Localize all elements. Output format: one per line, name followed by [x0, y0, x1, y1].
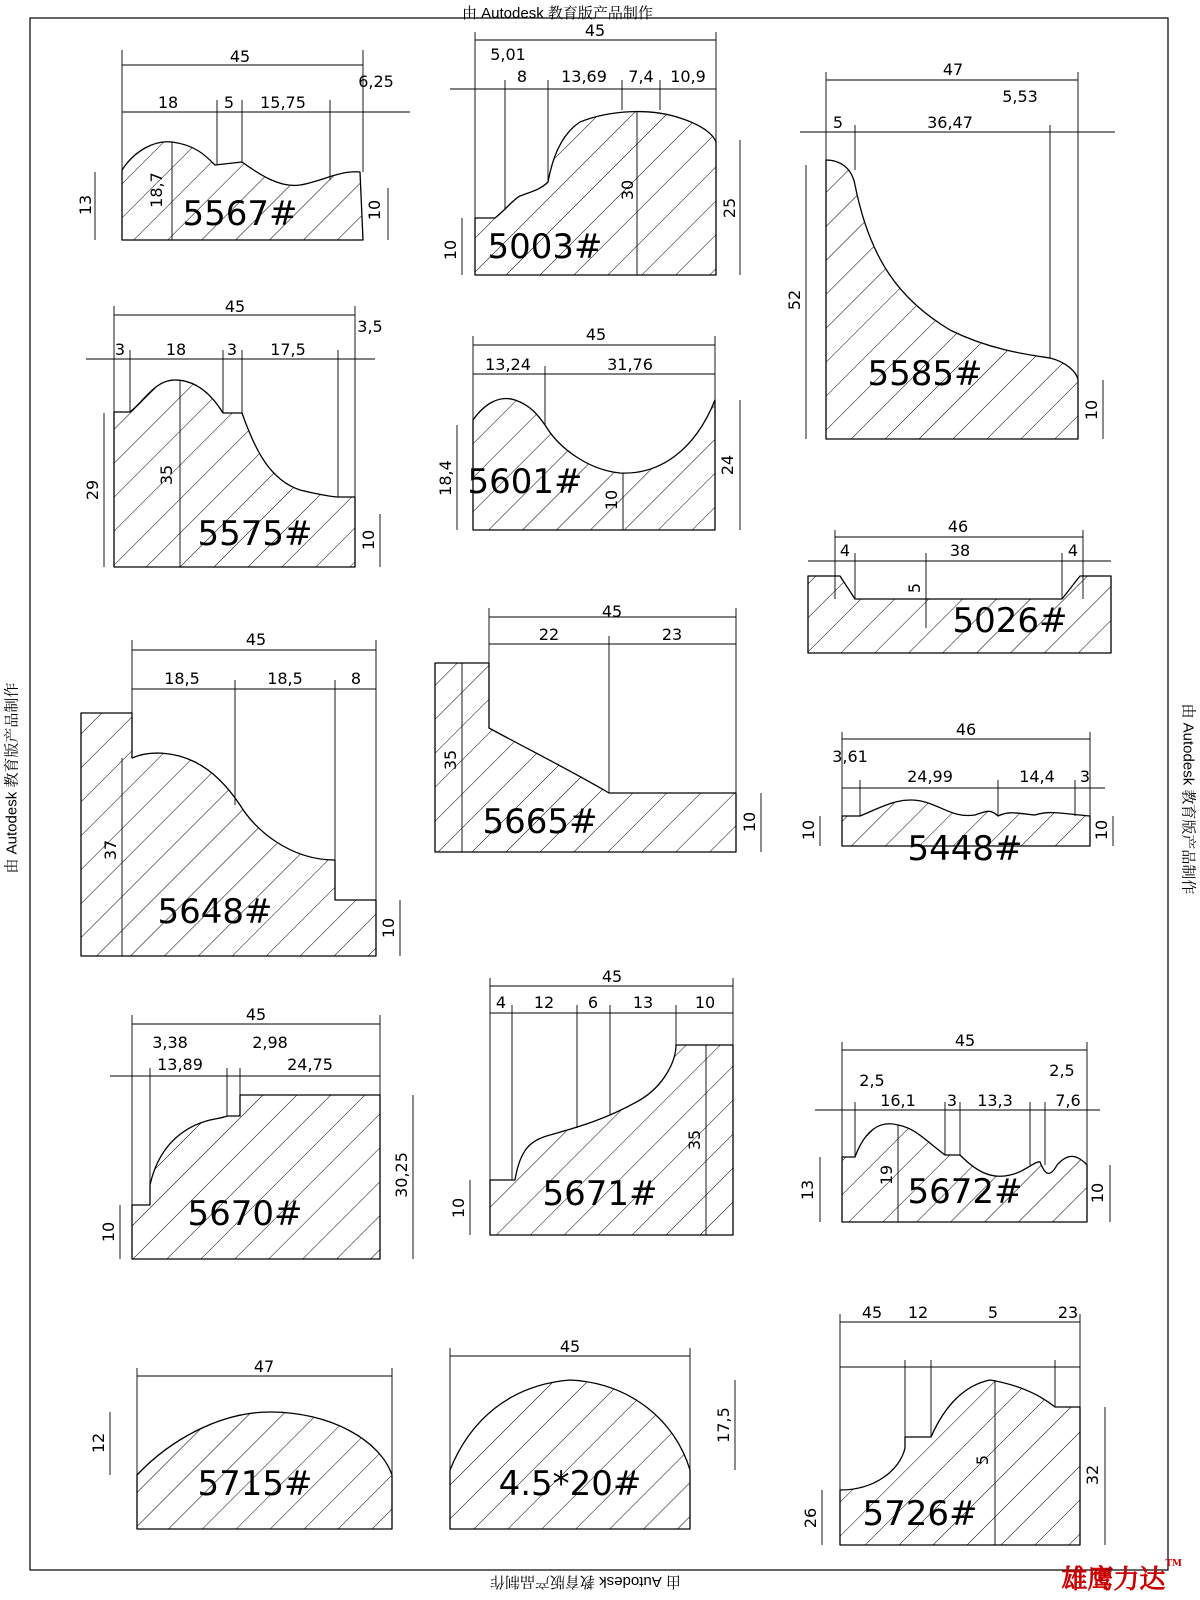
dimension-label: 3,5: [357, 317, 383, 336]
dimension-label: 18,5: [164, 669, 200, 688]
dimension-label: 24,75: [287, 1055, 333, 1074]
dimension-label: 46: [955, 720, 977, 739]
dimension-label: 23: [661, 625, 683, 644]
dimension-label: 13,24: [485, 355, 531, 374]
dimension-label: 10: [1088, 1182, 1107, 1204]
dimension-label: 18,7: [147, 172, 166, 208]
dimension-label: 36,47: [927, 113, 973, 132]
dimension-label: 45: [229, 47, 251, 66]
dimension-label: 7,4: [628, 67, 654, 86]
dimension-label: 6: [587, 993, 599, 1012]
dimension-label: 4: [495, 993, 507, 1012]
watermark-left: 由 Autodesk 教育版产品制作: [3, 682, 21, 874]
dimension-label: 18: [165, 340, 187, 359]
dimension-label: 45: [585, 325, 607, 344]
dimension-label: 24,99: [907, 767, 953, 786]
dimension-label: 8: [350, 669, 362, 688]
dimension-label: 35: [685, 1129, 704, 1151]
profile-5585-shape: [826, 160, 1078, 439]
dimension-label: 5: [987, 1303, 999, 1322]
dimension-label: 12: [907, 1303, 929, 1322]
dimension-label: 17,5: [714, 1407, 733, 1443]
dimension-label: 22: [538, 625, 560, 644]
dimension-label: 3: [1079, 767, 1091, 786]
dimension-label: 24: [718, 454, 737, 476]
dimension-label: 5: [973, 1454, 992, 1466]
profile-code-label: 5003#: [487, 227, 603, 267]
dimension-label: 8: [516, 67, 528, 86]
dimension-label: 18,5: [267, 669, 303, 688]
dimension-label: 13,3: [977, 1091, 1013, 1110]
dimension-label: 47: [253, 1357, 275, 1376]
dimension-label: 45: [584, 21, 606, 40]
brand-tm: TM: [1165, 1559, 1182, 1569]
dimension-label: 45: [954, 1031, 976, 1050]
dimension-label: 30,25: [392, 1152, 411, 1198]
dimension-label: 3: [226, 340, 238, 359]
dimension-label: 30: [618, 179, 637, 201]
profile-code-label: 5648#: [157, 892, 273, 932]
profile-code-label: 5567#: [182, 194, 298, 234]
watermark-bottom: 由 Autodesk 教育版产品制作: [490, 1573, 681, 1590]
dimension-label: 6,25: [358, 72, 394, 91]
profile-code-label: 5448#: [907, 829, 1023, 869]
dimension-label: 10: [740, 811, 759, 833]
dimension-label: 31,76: [607, 355, 653, 374]
dimension-label: 23: [1057, 1303, 1079, 1322]
dimension-label: 5: [905, 582, 924, 594]
dimension-label: 10: [694, 993, 716, 1012]
profile-code-label: 5726#: [862, 1494, 978, 1534]
profile-code-label: 5665#: [482, 802, 598, 842]
dimension-label: 47: [942, 60, 964, 79]
profile-code-label: 5672#: [907, 1172, 1023, 1212]
profile-code-label: 5601#: [467, 462, 583, 502]
profile-code-label: 5026#: [952, 601, 1068, 641]
watermark-right: 由 Autodesk 教育版产品制作: [1179, 703, 1197, 895]
dimension-label: 13,89: [157, 1055, 203, 1074]
dimension-label: 10: [799, 819, 818, 841]
dimension-label: 19: [877, 1164, 896, 1186]
profile-code-label: 5670#: [187, 1194, 303, 1234]
dimension-label: 13,69: [561, 67, 607, 86]
profile-code-label: 5585#: [867, 354, 983, 394]
dimension-label: 2,5: [859, 1071, 885, 1090]
dimension-label: 10: [99, 1221, 118, 1243]
dimension-label: 2,5: [1049, 1061, 1075, 1080]
dimension-label: 5: [223, 93, 235, 112]
dimension-label: 29: [83, 479, 102, 501]
dimension-label: 45: [601, 602, 623, 621]
dimension-label: 15,75: [260, 93, 306, 112]
dimension-label: 45: [559, 1337, 581, 1356]
dimension-label: 12: [89, 1432, 108, 1454]
brand-name: 雄鹰力达: [1061, 1565, 1166, 1595]
dimension-label: 45: [245, 630, 267, 649]
dimension-label: 5,01: [490, 45, 526, 64]
profile-code-label: 4.5*20#: [498, 1464, 642, 1504]
dimension-label: 10: [379, 917, 398, 939]
dimension-label: 13: [76, 194, 95, 216]
dimension-label: 10: [1082, 399, 1101, 421]
dimension-label: 46: [947, 517, 969, 536]
dimension-label: 45: [861, 1303, 883, 1322]
dimension-label: 13: [632, 993, 654, 1012]
dimension-label: 3: [946, 1091, 958, 1110]
dimension-label: 18,4: [436, 460, 455, 496]
dimension-label: 13: [798, 1179, 817, 1201]
dimension-label: 35: [441, 749, 460, 771]
brand-logo: [1061, 1559, 1182, 1596]
dimension-label: 3: [114, 340, 126, 359]
dimension-label: 18: [157, 93, 179, 112]
profile-code-label: 5715#: [197, 1464, 313, 1504]
dimension-label: 52: [785, 289, 804, 311]
dimension-label: 14,4: [1019, 767, 1055, 786]
profile-code-label: 5671#: [542, 1174, 658, 1214]
dimension-label: 32: [1083, 1464, 1102, 1486]
dimension-label: 2,98: [252, 1033, 288, 1052]
dimension-label: 38: [949, 541, 971, 560]
dimension-label: 10: [449, 1197, 468, 1219]
dimension-label: 37: [101, 839, 120, 861]
dimension-label: 4: [839, 541, 851, 560]
dimension-label: 10: [602, 489, 621, 511]
dimension-label: 3,38: [152, 1033, 188, 1052]
dimension-label: 7,6: [1055, 1091, 1081, 1110]
dimension-label: 35: [157, 464, 176, 486]
watermark-top: 由 Autodesk 教育版产品制作: [462, 5, 653, 22]
profile-code-label: 5575#: [197, 514, 313, 554]
dimension-label: 45: [224, 297, 246, 316]
dimension-label: 10: [365, 199, 384, 221]
dimension-label: 10: [441, 239, 460, 261]
profile-5670-shape: [132, 1095, 380, 1259]
dimension-label: 10: [1092, 819, 1111, 841]
dimension-label: 25: [720, 197, 739, 219]
dimension-label: 5,53: [1002, 87, 1038, 106]
dimension-label: 17,5: [270, 340, 306, 359]
profile-4520-shape: [450, 1380, 690, 1529]
dimension-label: 26: [801, 1507, 820, 1529]
dimension-label: 45: [601, 967, 623, 986]
dimension-label: 45: [245, 1005, 267, 1024]
dimension-label: 16,1: [880, 1091, 916, 1110]
dimension-label: 3,61: [832, 747, 868, 766]
dimension-label: 5: [832, 113, 844, 132]
dimension-label: 10: [359, 529, 378, 551]
dimension-label: 10,9: [670, 67, 706, 86]
dimension-label: 12: [533, 993, 555, 1012]
dimension-label: 4: [1067, 541, 1079, 560]
